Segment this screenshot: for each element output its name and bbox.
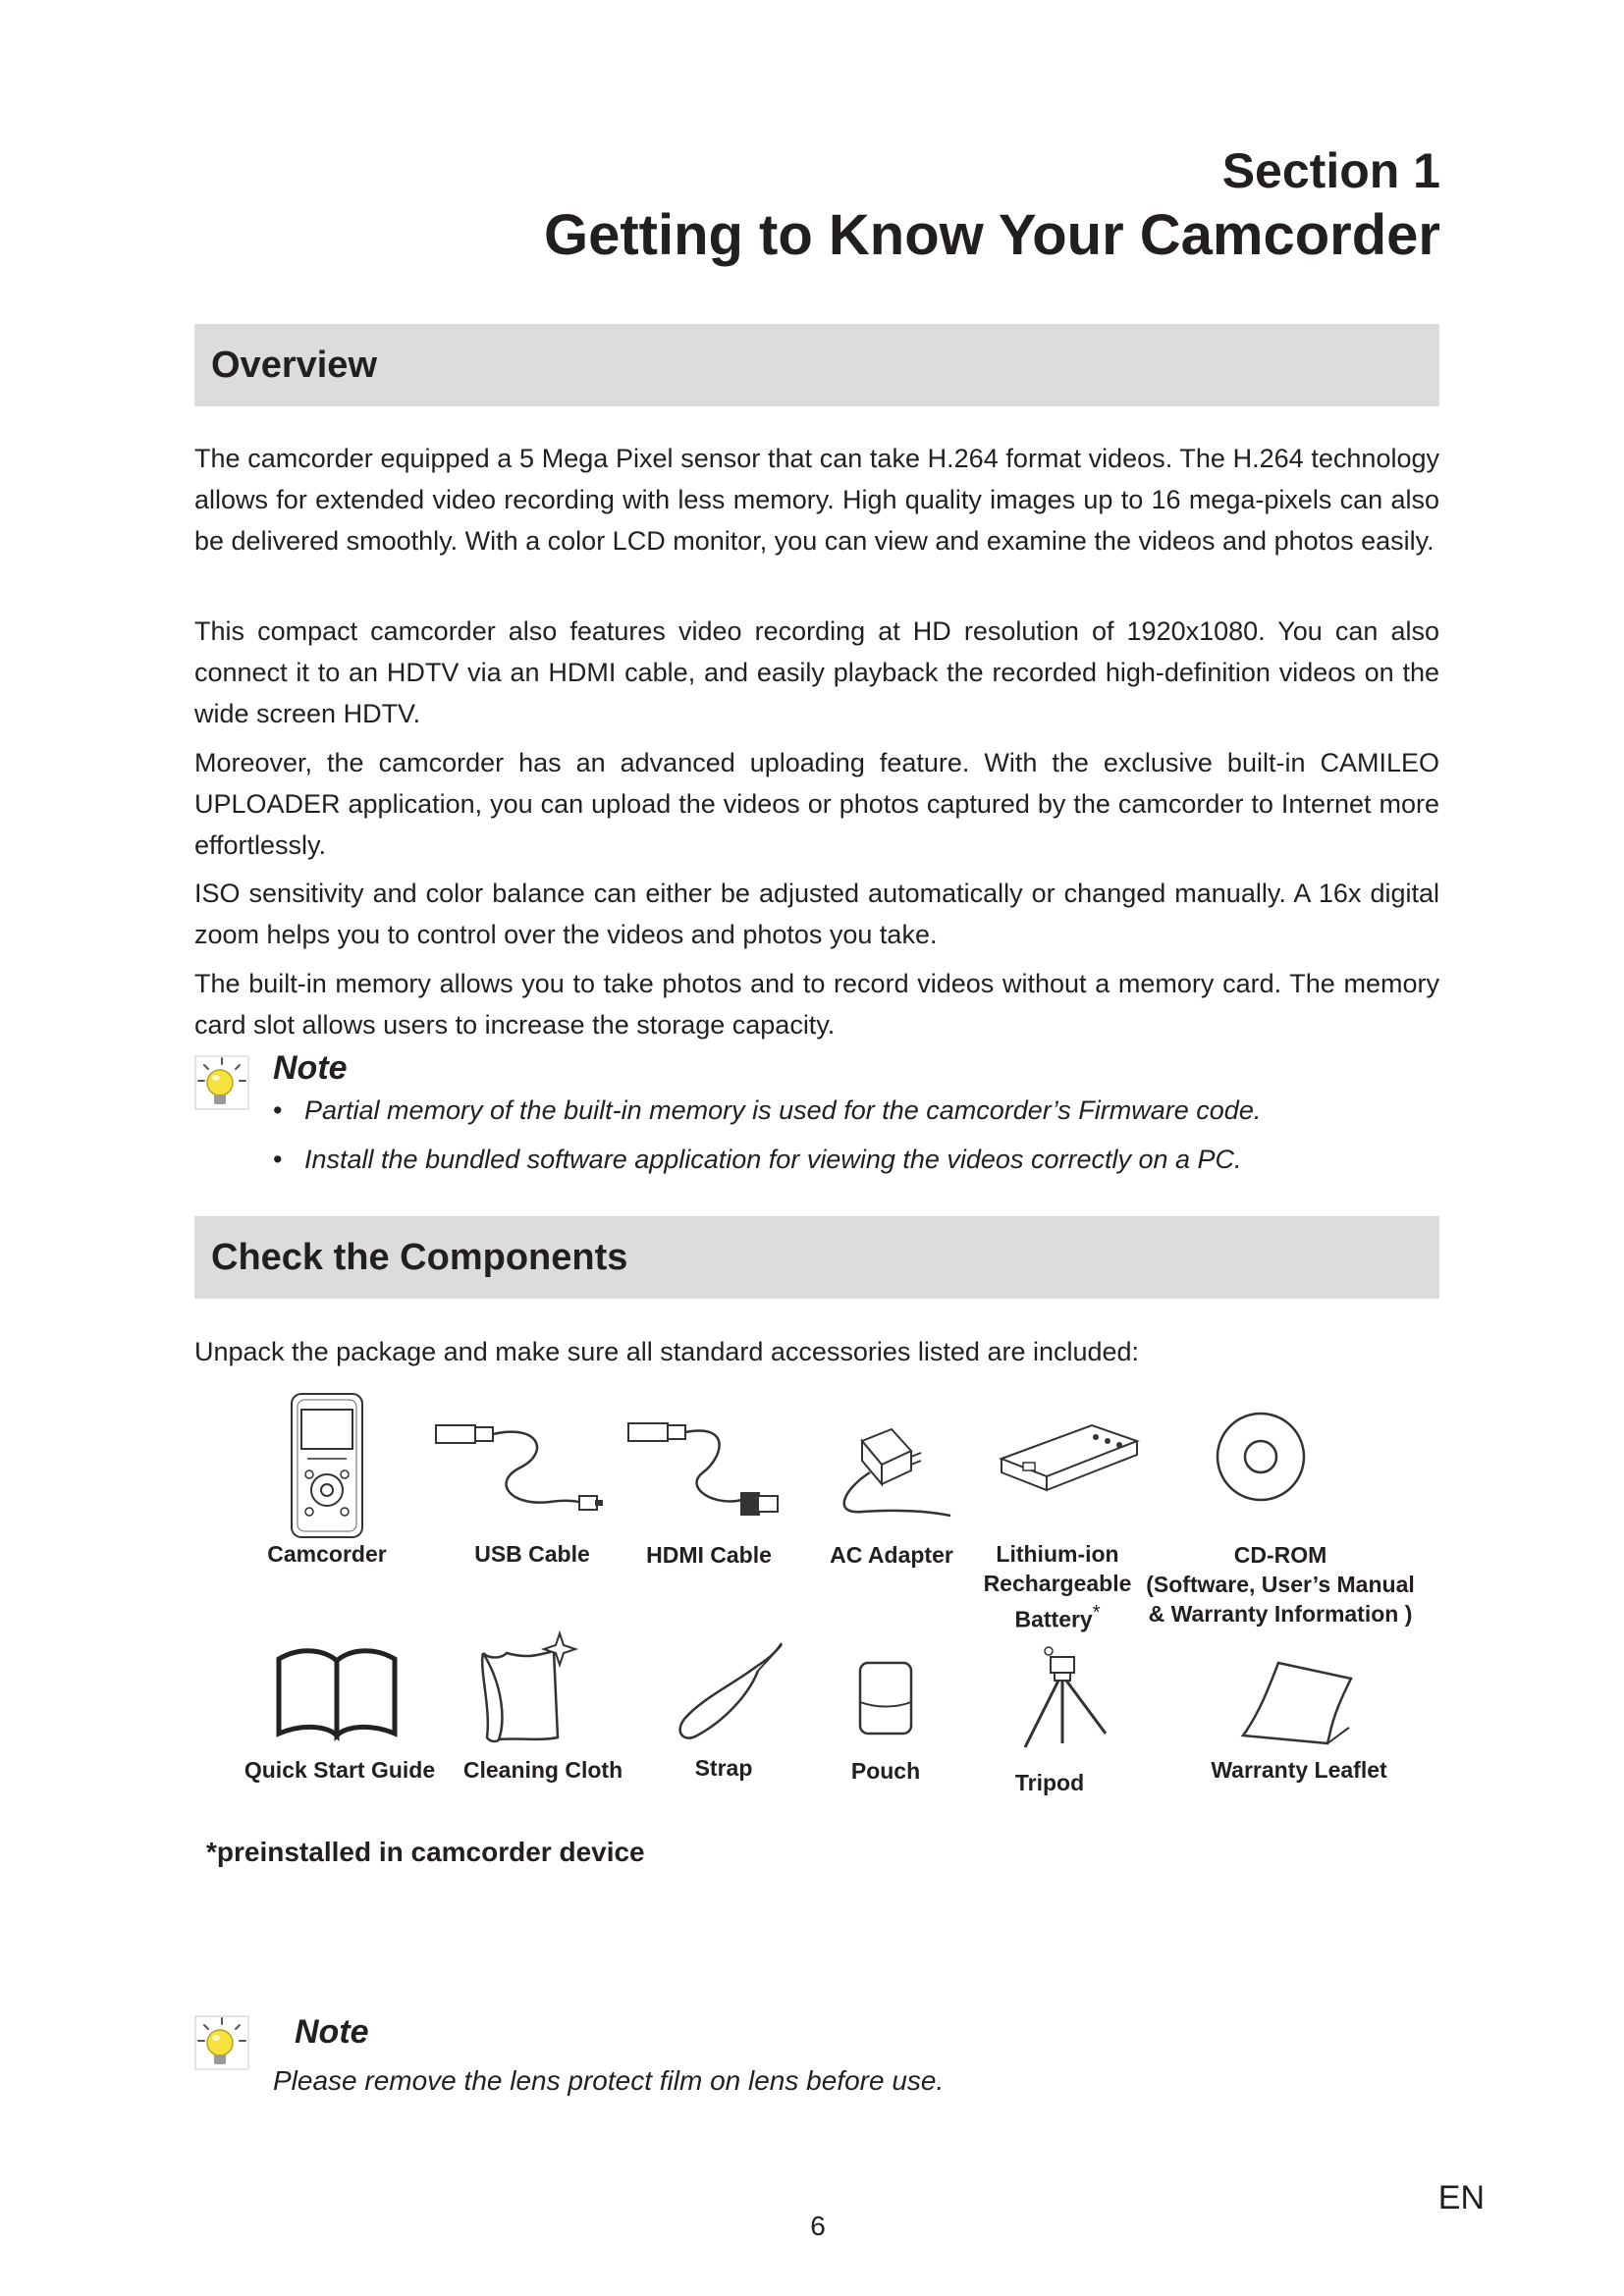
- lightbulb-icon: [194, 2015, 249, 2070]
- label-line: Camcorder: [267, 1541, 387, 1567]
- label-line: HDMI Cable: [646, 1542, 772, 1568]
- label-line: Pouch: [850, 1758, 921, 1784]
- note-title: Note: [273, 1049, 348, 1087]
- cleaning-cloth-icon: [469, 1629, 587, 1747]
- preinstalled-footnote: *preinstalled in camcorder device: [206, 1837, 645, 1867]
- note-title: Note: [295, 2013, 369, 2051]
- label-line: Strap: [694, 1755, 753, 1781]
- overview-heading-band: [194, 324, 1439, 406]
- overview-heading: Overview: [211, 345, 377, 386]
- label-line: Rechargeable: [983, 1571, 1132, 1596]
- overview-paragraph-4: ISO sensitivity and color balance can either be adjusted automatically or changed manually. A 16x digital zoom helps you to control over the videos and photos you take.: [194, 879, 1439, 949]
- label-line: AC Adapter: [830, 1542, 953, 1568]
- section-title: Getting to Know Your Camcorder: [543, 203, 1440, 267]
- components-heading: Check the Components: [211, 1237, 628, 1278]
- component-pouch: [856, 1659, 915, 1737]
- component-battery: [998, 1419, 1141, 1498]
- component-label: [611, 1540, 807, 1570]
- component-usb-cable: [432, 1414, 609, 1522]
- label-text: Battery: [1014, 1606, 1093, 1632]
- overview-paragraph-2: This compact camcorder also features video recording at HD resolution of 1920x1080. You can also connect it to an HDTV via an HDMI cable, and easily playback the recorded high-definition videos on the wide screen HDTV.: [194, 616, 1439, 728]
- label-line: Warranty Leaflet: [1211, 1757, 1387, 1783]
- component-label: [1201, 1755, 1397, 1785]
- battery-icon: [998, 1419, 1141, 1498]
- component-warranty-leaflet: [1239, 1659, 1357, 1747]
- leaflet-icon: [1239, 1659, 1357, 1747]
- component-label: [434, 1539, 630, 1569]
- label-line: CD-ROM: [1233, 1542, 1327, 1568]
- lightbulb-icon: [194, 1055, 249, 1110]
- overview-paragraph-3: Moreover, the camcorder has an advanced uploading feature. With the exclusive built-in CAMILEO UPLOADER application, you can upload the videos or photos captured by the camcorder to Internet more effortlessly.: [194, 748, 1439, 860]
- note-item-1: [273, 1095, 1261, 1126]
- component-tripod: [1011, 1645, 1119, 1753]
- component-quick-start-guide: [273, 1645, 401, 1743]
- strap-icon: [674, 1637, 787, 1745]
- component-label: [445, 1755, 641, 1785]
- component-camcorder: [229, 1392, 425, 1539]
- label-line: (Software, User’s Manual: [1146, 1572, 1415, 1597]
- usb-cable-icon: [432, 1414, 609, 1522]
- components-heading-band: [194, 1216, 1439, 1299]
- bullet: •: [273, 1095, 283, 1125]
- label-line: Cleaning Cloth: [462, 1757, 623, 1783]
- component-label: [242, 1755, 438, 1785]
- page-number: 6: [810, 2211, 826, 2241]
- tripod-icon: [1011, 1645, 1119, 1753]
- label-line: USB Cable: [474, 1541, 590, 1567]
- label-line: Tripod: [1014, 1770, 1085, 1795]
- overview-paragraph-5: The built-in memory allows you to take photos and to record videos without a memory card. The memory card slot allows users to increase the storage capacity.: [194, 969, 1439, 1040]
- component-label: [229, 1539, 425, 1569]
- pouch-icon: [856, 1659, 915, 1737]
- note-text: Please remove the lens protect film on lens before use.: [273, 2065, 945, 2096]
- component-label: [1104, 1540, 1457, 1629]
- bullet: •: [273, 1145, 283, 1174]
- label-line: Quick Start Guide: [244, 1757, 436, 1783]
- component-ac-adapter: [833, 1421, 960, 1520]
- section-number: Section 1: [1221, 143, 1440, 198]
- component-label: [951, 1768, 1148, 1797]
- note-item-2: [273, 1145, 1242, 1175]
- note-item-text: Partial memory of the built-in memory is used for the camcorder’s Firmware code.: [304, 1095, 1262, 1125]
- component-cleaning-cloth: [469, 1629, 587, 1747]
- label-line: & Warranty Information ): [1148, 1601, 1413, 1627]
- components-intro: Unpack the package and make sure all standard accessories listed are included:: [194, 1337, 1140, 1366]
- component-cd-rom: [1214, 1410, 1308, 1504]
- cd-rom-icon: [1214, 1410, 1308, 1504]
- overview-paragraph-1: The camcorder equipped a 5 Mega Pixel sensor that can take H.264 format videos. The H.264 technology allows for extended video recording with less memory. High quality images up to 16 mega-pixels can also be delivered smoothly. With a color LCD monitor, you can view and examine the videos and photos easily.: [194, 444, 1439, 556]
- label-line: Lithium-ion: [996, 1541, 1119, 1567]
- book-icon: [273, 1645, 401, 1743]
- note-item-text: Install the bundled software application for viewing the videos correctly on a PC.: [304, 1145, 1242, 1174]
- ac-adapter-icon: [833, 1421, 960, 1520]
- component-strap: [674, 1637, 787, 1745]
- asterisk-mark: *: [1092, 1602, 1101, 1624]
- component-hdmi-cable: [624, 1414, 791, 1526]
- camcorder-icon: [288, 1392, 366, 1539]
- hdmi-cable-icon: [624, 1414, 791, 1526]
- language-label: EN: [1437, 2179, 1485, 2216]
